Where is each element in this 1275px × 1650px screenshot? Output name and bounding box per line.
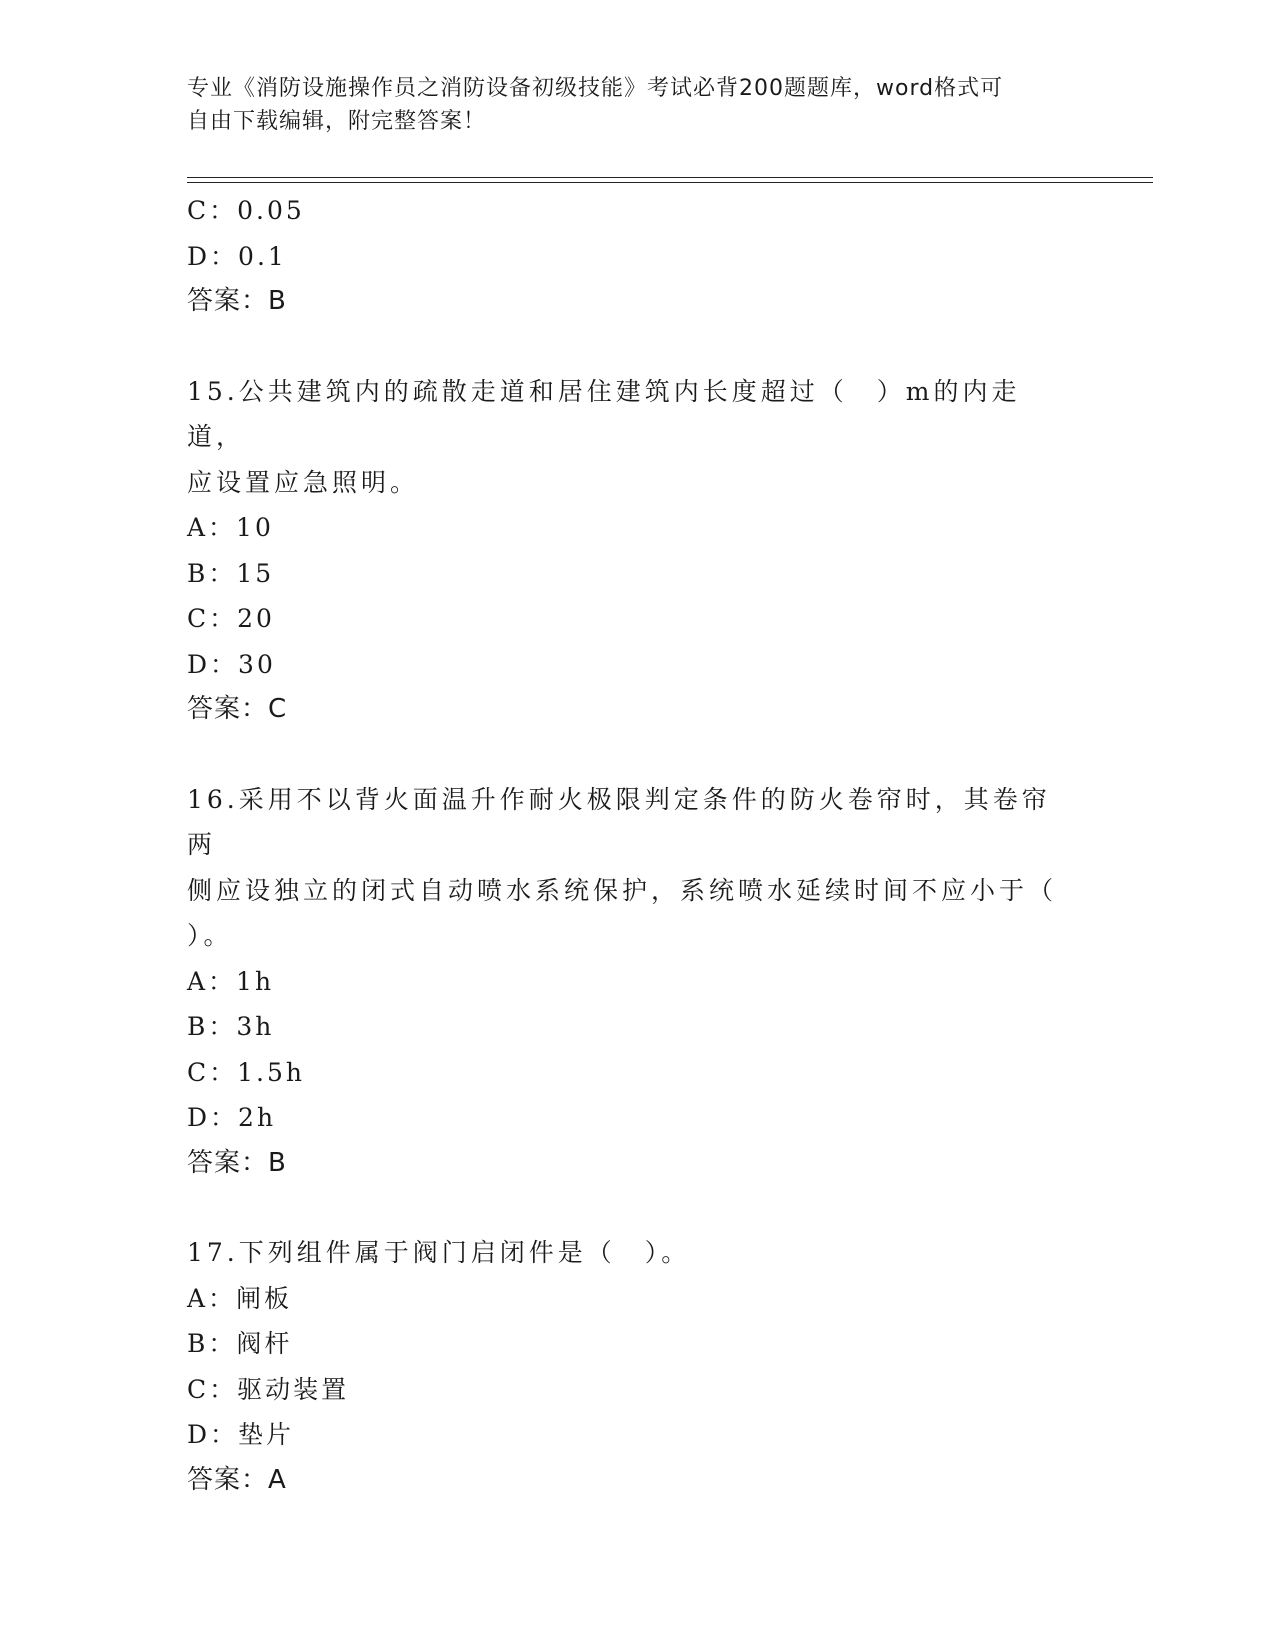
option-c: C：0.05 bbox=[187, 196, 305, 225]
previous-question-tail bbox=[187, 188, 1067, 325]
answer-line: 答案：C bbox=[187, 694, 288, 724]
question-17 bbox=[187, 1230, 1067, 1503]
spacer bbox=[187, 1186, 1067, 1230]
option-b: B：阀杆 bbox=[187, 1329, 293, 1358]
answer-line: 答案：A bbox=[187, 1464, 287, 1495]
option-c: C：20 bbox=[187, 604, 275, 633]
option-b: B：15 bbox=[187, 558, 275, 588]
option-d: D：0.1 bbox=[187, 241, 287, 271]
option-d: D：2h bbox=[187, 1103, 277, 1132]
document-header bbox=[187, 72, 1067, 138]
option-a: A：10 bbox=[187, 513, 274, 542]
header-line-2: 自由下载编辑，附完整答案！ bbox=[187, 109, 487, 134]
spacer bbox=[187, 325, 1067, 369]
question-text-line: 16.采用不以背火面温升作耐火极限判定条件的防火卷帘时，其卷帘两 bbox=[187, 784, 1051, 859]
question-list bbox=[187, 188, 1067, 1503]
question-16 bbox=[187, 777, 1067, 1187]
option-b: B：3h bbox=[187, 1012, 275, 1041]
option-c: C：1.5h bbox=[187, 1057, 305, 1087]
question-text-line: 侧应设独立的闭式自动喷水系统保护，系统喷水延续时间不应小于（ bbox=[187, 875, 1058, 905]
answer-line: 答案：B bbox=[187, 286, 287, 316]
option-a: A：闸板 bbox=[187, 1283, 293, 1313]
question-text-line: 15.公共建筑内的疏散走道和居住建筑内长度超过（ ）m的内走道， bbox=[187, 376, 1021, 451]
spacer bbox=[187, 733, 1067, 777]
option-c: C：驱动装置 bbox=[187, 1374, 350, 1404]
question-text-line: ）。 bbox=[187, 921, 233, 950]
question-text-line: 17.下列组件属于阀门启闭件是（ ）。 bbox=[187, 1238, 691, 1267]
option-a: A：1h bbox=[187, 966, 275, 996]
option-d: D：30 bbox=[187, 649, 276, 679]
answer-line: 答案：B bbox=[187, 1147, 287, 1178]
question-15 bbox=[187, 369, 1067, 733]
header-divider-top bbox=[187, 177, 1153, 178]
option-d: D：垫片 bbox=[187, 1420, 295, 1449]
header-divider-bottom bbox=[187, 182, 1153, 183]
question-text-line: 应设置应急照明。 bbox=[187, 467, 420, 497]
header-line-1: 专业《消防设施操作员之消防设备初级技能》考试必背200题题库，word格式可 bbox=[187, 76, 1004, 101]
